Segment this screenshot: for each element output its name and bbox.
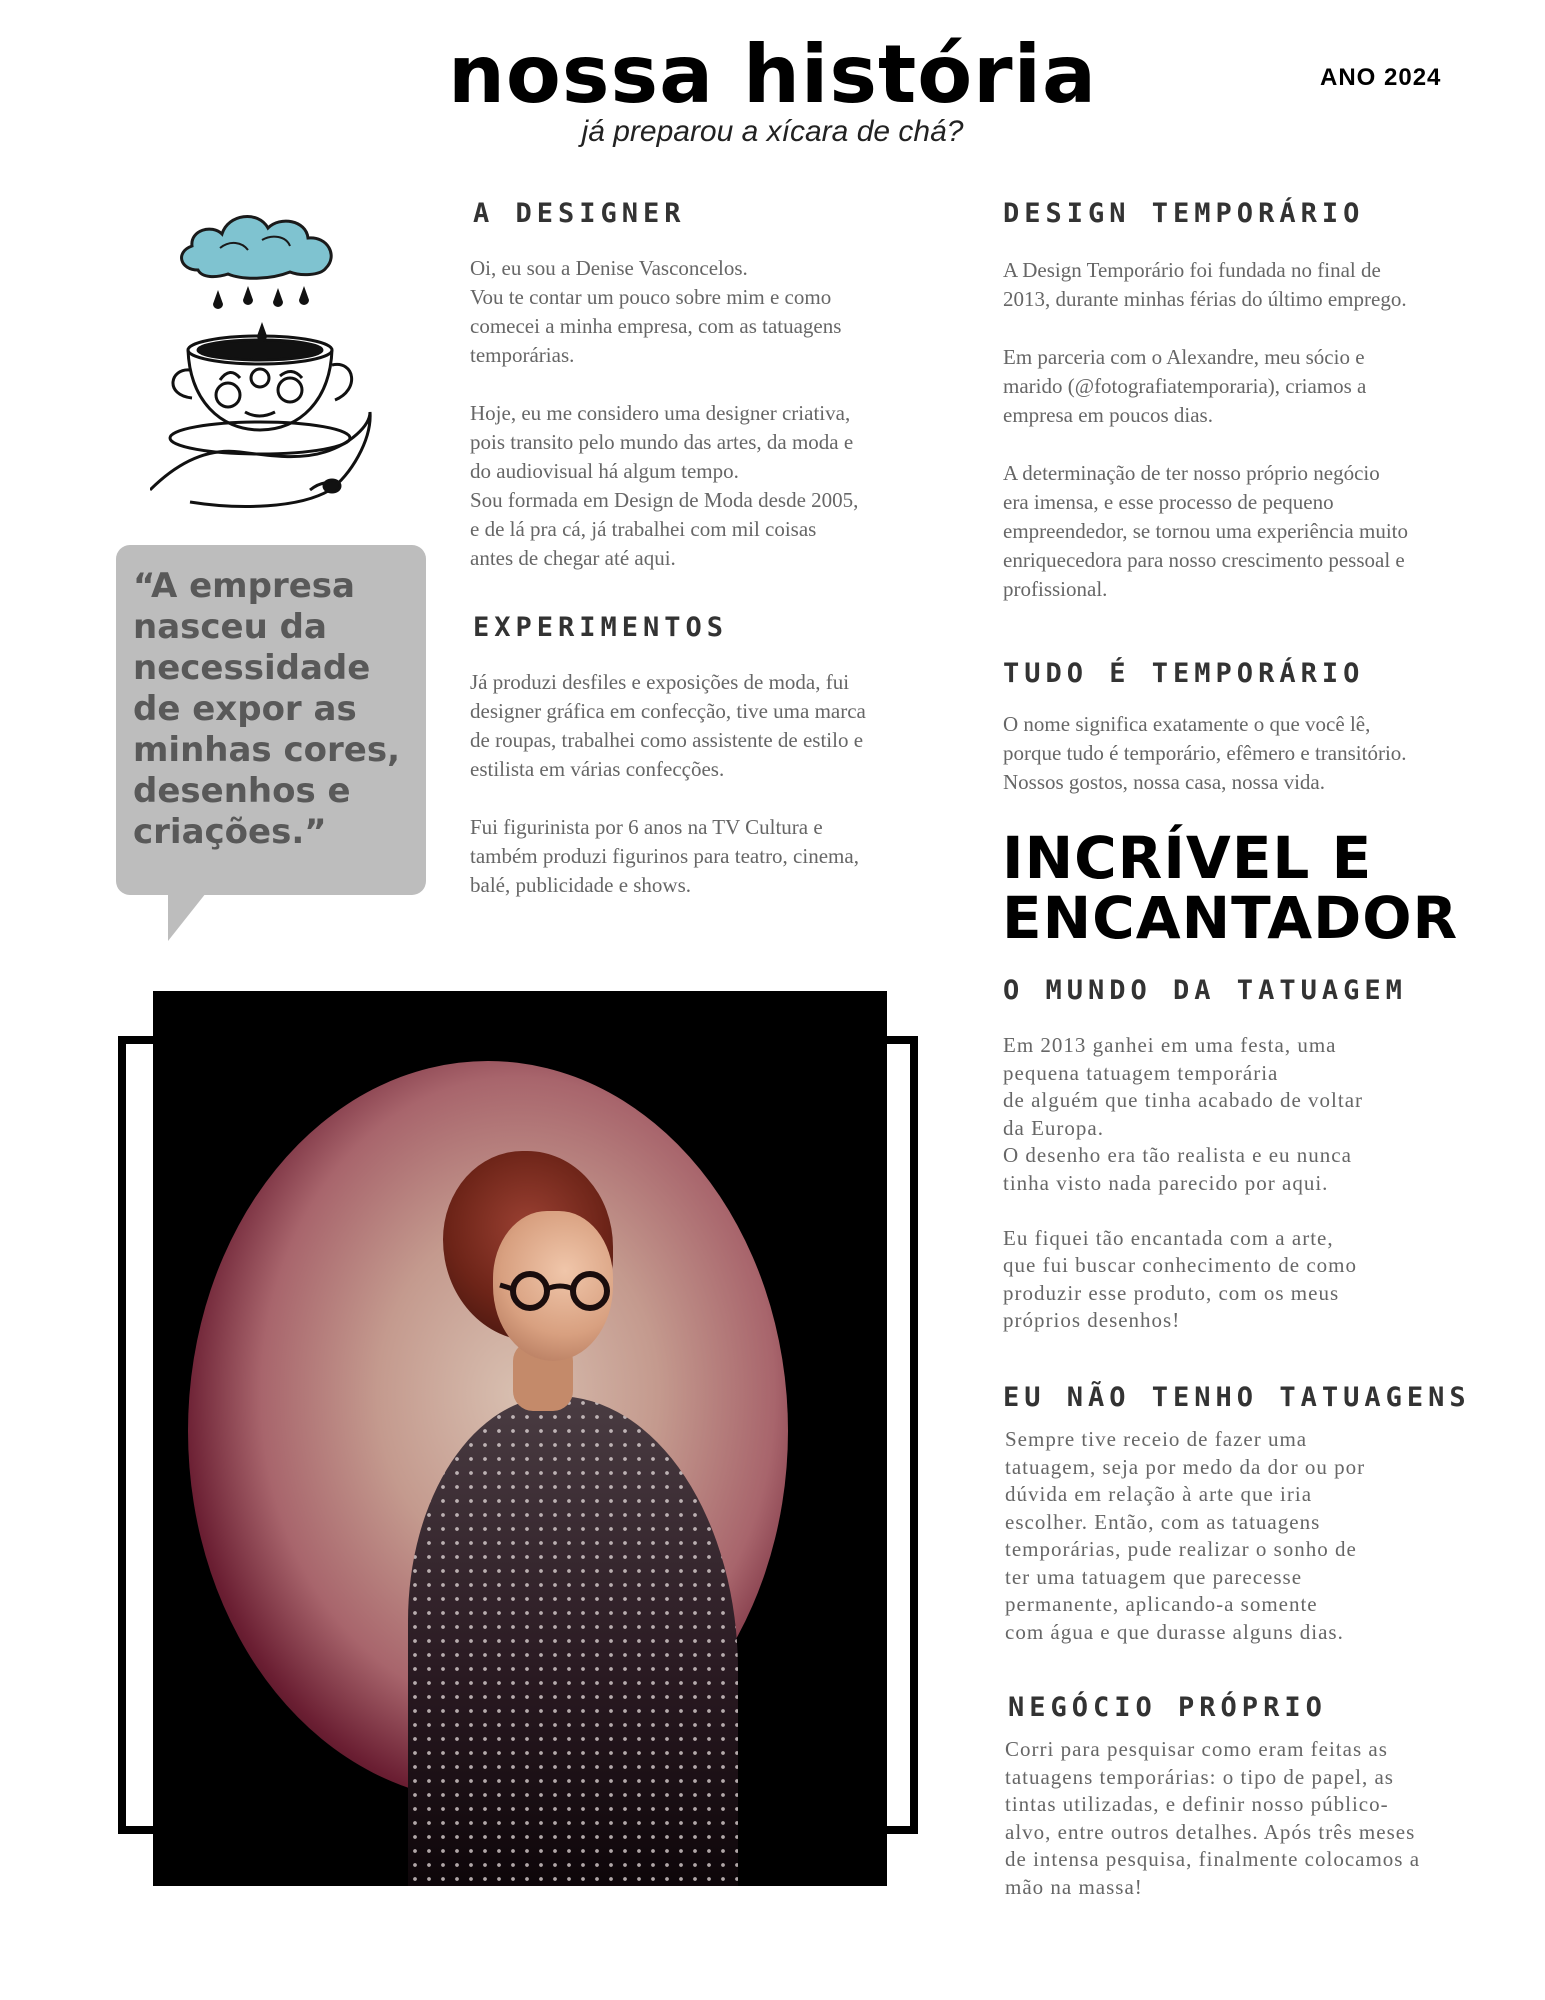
section-text-design-temporario: A Design Temporário foi fundada no final de 2013, durante minhas férias do último emprego. Em parceria com o Alexandre, meu sócio e marido (@fotografiatemporaria), criamos a empresa em poucos dias. A determinação de ter nosso próprio negócio era imensa, e esse processo de pequeno empreendedor, se tornou uma experiência muito enriquecedora para nosso crescimento pessoal e profissional. [1003,258,1409,601]
section-heading-designer: A DESIGNER [473,198,686,229]
quote-bubble-tail [168,893,206,941]
section-heading-design-temporario: DESIGN TEMPORÁRIO [1003,198,1365,229]
section-text-negocio-proprio: Corri para pesquisar como eram feitas as tatuagens temporárias: o tipo de papel, as tintas utilizadas, e definir nosso público- alvo, entre outros detalhes. Após três meses de intensa pesquisa, finalmente colocamos a mão na massa! [1005,1737,1421,1899]
section-heading-negocio-proprio: NEGÓCIO PRÓPRIO [1008,1692,1327,1723]
glasses-icon [498,1271,628,1311]
section-text-mundo-tatuagem: Em 2013 ganhei em uma festa, uma pequena tatuagem temporária de alguém que tinha acabado de voltar da Europa. O desenho era tão realista e eu nunca tinha visto nada parecido por aqui. Eu fiquei tão encantada com a arte, que fui buscar conhecimento de como produzir esse produto, com os meus próprios desenhos! [1003,1033,1364,1332]
section-text-sem-tatuagens: Sempre tive receio de fazer uma tatuagem, seja por medo da dor ou por dúvida em relação à arte que iria escolher. Então, com as tatuagens temporárias, pude realizar o sonho de ter uma tatuagem que parecesse permanente, aplicando-a somente com água e que durasse alguns dias. [1005,1427,1366,1644]
quote-text: “A empresa nasceu da necessidade de expor as minhas cores, desenhos e criações.” [133,566,401,852]
year-label: ANO 2024 [1320,64,1442,91]
teacup-icon [170,336,352,454]
page-title: nossa história [447,28,1098,121]
section-text-experimentos: Já produzi desfiles e exposições de moda, fui designer gráfica em confecção, tive uma marca de roupas, trabalhei como assistente de estilo e estilista em várias confecções. Fui figurinista por 6 anos na TV Cultura e também produzi figurinos para teatro, cinema, balé, publicidade e shows. [470,670,866,897]
hand-icon [150,412,370,506]
page-subtitle: já preparou a xícara de chá? [581,115,964,148]
teacup-with-rain-cloud-icon [150,190,380,520]
section-heading-tudo-temporario: TUDO É TEMPORÁRIO [1003,658,1365,689]
section-heading-experimentos: EXPERIMENTOS [473,612,729,643]
section-text-tudo-temporario: O nome significa exatamente o que você lê, porque tudo é temporário, efêmero e transitório. Nossos gostos, nossa casa, nossa vida. [1003,712,1407,794]
big-heading: INCRÍVEL E ENCANTADOR [1002,824,1459,952]
portrait-photo [153,991,887,1886]
section-text-designer: Oi, eu sou a Denise Vasconcelos. Vou te contar um pouco sobre mim e como comecei a minha empresa, com as tatuagens temporárias. Hoje, eu me considero uma designer criativa, pois transito pelo mundo das artes, da moda e do audiovisual há algum tempo. Sou formada em Design de Moda desde 2005, e de lá pra cá, já trabalhei com mil coisas antes de chegar até aqui. [470,256,859,570]
cloud-icon [182,217,332,279]
section-heading-sem-tatuagens: EU NÃO TENHO TATUAGENS [1003,1382,1471,1413]
section-heading-mundo-tatuagem: O MUNDO DA TATUAGEM [1003,975,1407,1006]
raindrops-icon [213,286,309,341]
